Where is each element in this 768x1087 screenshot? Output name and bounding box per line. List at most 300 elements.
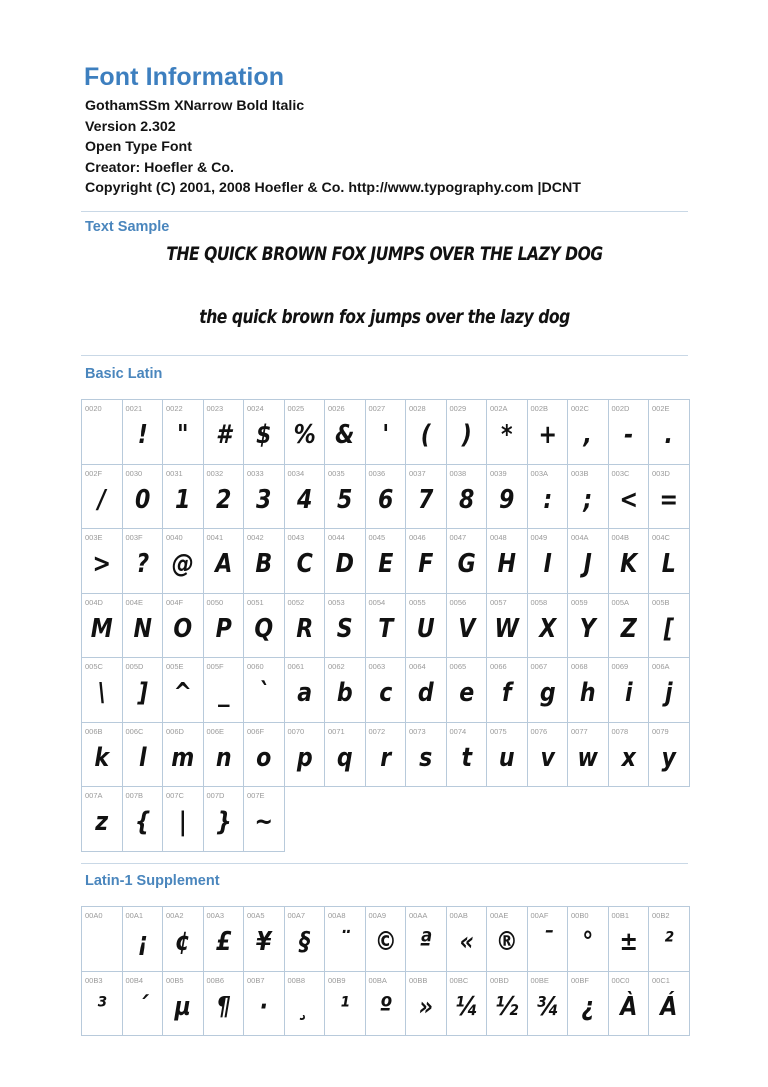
glyph-code: 00B0	[571, 911, 589, 920]
glyph-char: m	[171, 742, 195, 773]
font-type: Open Type Font	[85, 139, 192, 155]
glyph-code: 00BE	[530, 975, 549, 985]
glyph-cell	[487, 529, 528, 594]
glyph-cell	[528, 723, 569, 788]
glyph-char: [	[663, 613, 674, 644]
font-name: GothamSSm XNarrow Bold Italic	[85, 98, 305, 114]
glyph-cell	[406, 400, 447, 465]
glyph-cell	[163, 907, 204, 972]
glyph-cell	[609, 594, 650, 659]
glyph-cell	[244, 907, 285, 972]
font-version: Version 2.302	[85, 118, 176, 135]
glyph-cell	[204, 723, 245, 788]
glyph-char: S	[336, 613, 353, 644]
glyph-code: 005B	[652, 597, 670, 607]
glyph-cell	[406, 529, 447, 594]
glyph-char: s	[419, 742, 433, 773]
glyph-code: 0064	[409, 662, 426, 671]
glyph-char: ¹	[339, 991, 350, 1022]
glyph-code: 0026	[328, 404, 345, 413]
glyph-char: <	[618, 484, 638, 515]
glyph-cell	[609, 400, 650, 465]
glyph-code: 0067	[530, 662, 548, 671]
glyph-char: »	[418, 991, 433, 1022]
glyph-char: +	[537, 420, 557, 450]
glyph-char: §	[298, 927, 310, 957]
glyph-cell	[163, 658, 204, 723]
glyph-grid-basic-latin	[81, 399, 690, 852]
glyph-code: 00BC	[449, 975, 469, 985]
glyph-code: 0022	[166, 404, 183, 413]
glyph-grid-latin1-supplement	[81, 906, 690, 1036]
glyph-char: ,	[583, 420, 592, 450]
glyph-char: ª	[419, 927, 432, 957]
glyph-cell	[568, 723, 609, 788]
divider	[81, 863, 688, 864]
glyph-char: a	[296, 678, 312, 708]
glyph-cell	[82, 400, 123, 465]
glyph-cell	[285, 723, 326, 788]
glyph-cell	[447, 529, 488, 594]
glyph-code: 0027	[368, 404, 386, 413]
glyph-code: 0040	[166, 533, 183, 542]
glyph-code: 0031	[166, 468, 183, 478]
glyph-cell	[609, 658, 650, 723]
glyph-cell	[366, 972, 407, 1037]
glyph-cell	[204, 972, 245, 1037]
glyph-cell	[285, 465, 326, 530]
glyph-char: O	[173, 613, 193, 644]
glyph-cell	[204, 465, 245, 530]
glyph-cell	[447, 658, 488, 723]
glyph-cell	[163, 529, 204, 594]
glyph-cell	[325, 658, 366, 723]
glyph-cell	[528, 658, 569, 723]
glyph-code: 0051	[247, 597, 264, 607]
glyph-code: 002E	[652, 404, 670, 413]
glyph-char: £	[215, 927, 231, 957]
glyph-code: 0066	[490, 662, 507, 671]
glyph-code: 00B6	[206, 975, 225, 985]
glyph-cell	[204, 529, 245, 594]
glyph-code: 0043	[287, 533, 305, 542]
glyph-code: 00BA	[368, 975, 387, 985]
glyph-char: c	[378, 678, 392, 708]
glyph-cell	[244, 465, 285, 530]
glyph-cell	[649, 594, 690, 659]
glyph-char: M	[90, 613, 113, 644]
page-title: Font Information	[84, 63, 285, 91]
glyph-cell	[285, 907, 326, 972]
glyph-cell	[123, 658, 164, 723]
glyph-char: T	[377, 613, 393, 644]
glyph-cell	[447, 907, 488, 972]
glyph-code: 0063	[368, 662, 386, 671]
glyph-code: 005A	[611, 597, 630, 607]
glyph-char: "	[176, 420, 189, 450]
glyph-code: 0045	[368, 533, 386, 542]
glyph-cell	[366, 658, 407, 723]
glyph-code: 0065	[449, 662, 467, 671]
glyph-char: ¶	[216, 991, 231, 1022]
glyph-char: _	[217, 678, 229, 708]
glyph-char: #	[215, 420, 231, 450]
glyph-char: ]	[137, 678, 148, 708]
glyph-char: 0	[134, 484, 150, 515]
glyph-char: H	[497, 549, 516, 579]
glyph-char: q	[336, 742, 353, 773]
glyph-code: 0034	[287, 468, 305, 478]
glyph-char: '	[381, 420, 389, 450]
glyph-char: @	[171, 549, 194, 579]
glyph-code: 0078	[611, 726, 629, 736]
glyph-cell	[123, 972, 164, 1037]
glyph-code: 00A9	[368, 911, 387, 920]
glyph-cell	[649, 529, 690, 594]
glyph-cell	[528, 400, 569, 465]
glyph-cell	[406, 723, 447, 788]
glyph-code: 0036	[368, 468, 386, 478]
glyph-cell	[447, 972, 488, 1037]
glyph-char: ¥	[256, 927, 272, 957]
glyph-code: 0039	[490, 468, 507, 478]
glyph-cell	[325, 972, 366, 1037]
glyph-code: 0075	[490, 726, 507, 736]
glyph-cell	[82, 594, 123, 659]
glyph-char: |	[178, 807, 187, 837]
glyph-code: 006A	[652, 662, 670, 671]
glyph-char: t	[460, 742, 472, 773]
glyph-cell	[204, 400, 245, 465]
glyph-char: {	[134, 807, 151, 837]
glyph-code: 007B	[125, 791, 144, 800]
glyph-char: *	[500, 420, 513, 450]
glyph-cell	[82, 972, 123, 1037]
glyph-char: u	[498, 742, 515, 773]
glyph-code: 0052	[287, 597, 305, 607]
glyph-code: 0062	[328, 662, 345, 671]
glyph-char: F	[418, 549, 434, 579]
glyph-code: 004D	[85, 597, 103, 607]
glyph-cell	[366, 907, 407, 972]
glyph-char: 7	[418, 484, 434, 515]
glyph-char: :	[542, 484, 552, 515]
glyph-char: 9	[499, 484, 515, 515]
glyph-cell	[163, 465, 204, 530]
glyph-char: z	[95, 807, 109, 837]
glyph-char: ¯	[541, 927, 553, 957]
glyph-char: D	[335, 549, 354, 579]
glyph-char: &	[335, 420, 355, 450]
glyph-char: .	[664, 420, 673, 450]
glyph-char: w	[577, 742, 598, 773]
glyph-cell	[285, 400, 326, 465]
glyph-code: 0038	[449, 468, 467, 478]
glyph-code: 0030	[125, 468, 143, 478]
glyph-char: =	[659, 484, 679, 515]
glyph-char: º	[379, 991, 392, 1022]
glyph-code: 0054	[368, 597, 386, 607]
glyph-code: 0025	[287, 404, 305, 413]
glyph-cell	[163, 723, 204, 788]
glyph-code: 003C	[611, 468, 630, 478]
glyph-code: 0056	[449, 597, 467, 607]
glyph-cell	[244, 400, 285, 465]
glyph-code: 0044	[328, 533, 345, 542]
glyph-code: 005C	[85, 662, 103, 671]
glyph-cell	[406, 658, 447, 723]
glyph-code: 0079	[652, 726, 669, 736]
glyph-code: 003E	[85, 533, 103, 542]
glyph-code: 0060	[247, 662, 264, 671]
glyph-cell	[244, 787, 285, 852]
glyph-code: 0042	[247, 533, 264, 542]
glyph-char: g	[539, 678, 556, 708]
glyph-cell	[163, 972, 204, 1037]
glyph-cell	[609, 465, 650, 530]
glyph-cell	[447, 400, 488, 465]
glyph-code: 007E	[247, 791, 265, 800]
glyph-code: 0024	[247, 404, 264, 413]
glyph-code: 0048	[490, 533, 507, 542]
glyph-char: ·	[259, 991, 268, 1022]
glyph-cell	[487, 594, 528, 659]
glyph-cell	[528, 972, 569, 1037]
glyph-char: ¨	[339, 927, 351, 957]
divider	[81, 211, 688, 212]
glyph-char: -	[623, 420, 633, 450]
glyph-char: E	[377, 549, 393, 579]
glyph-code: 006D	[166, 726, 184, 736]
glyph-char: ¼	[454, 991, 478, 1022]
glyph-cell	[528, 465, 569, 530]
glyph-code: 005D	[125, 662, 144, 671]
glyph-char: ^	[173, 678, 193, 708]
glyph-code: 0058	[530, 597, 548, 607]
glyph-code: 0070	[287, 726, 305, 736]
glyph-cell	[285, 594, 326, 659]
glyph-char: Z	[620, 613, 637, 644]
glyph-code: 006E	[206, 726, 225, 736]
glyph-char: I	[543, 549, 552, 579]
glyph-code: 0071	[328, 726, 345, 736]
glyph-cell	[123, 529, 164, 594]
glyph-char: b	[336, 678, 353, 708]
glyph-cell	[568, 907, 609, 972]
glyph-char: ½	[495, 991, 519, 1022]
glyph-cell	[244, 594, 285, 659]
glyph-cell	[163, 400, 204, 465]
glyph-char: U	[416, 613, 435, 644]
glyph-code: 002A	[490, 404, 508, 413]
glyph-char: e	[458, 678, 474, 708]
glyph-code: 00A2	[166, 911, 184, 920]
glyph-code: 004E	[125, 597, 144, 607]
glyph-cell	[123, 594, 164, 659]
glyph-code: 004F	[166, 597, 184, 607]
glyph-code: 007D	[206, 791, 225, 800]
divider	[81, 355, 688, 356]
glyph-code: 0077	[571, 726, 588, 736]
glyph-cell	[528, 907, 569, 972]
glyph-char: W	[494, 613, 519, 644]
glyph-cell	[285, 658, 326, 723]
glyph-char: K	[619, 549, 637, 579]
glyph-char: 6	[377, 484, 393, 515]
glyph-char: 5	[337, 484, 353, 515]
glyph-char: 3	[256, 484, 272, 515]
glyph-code: 00C1	[652, 975, 670, 985]
glyph-code: 0035	[328, 468, 345, 478]
glyph-cell	[82, 787, 123, 852]
glyph-cell	[82, 658, 123, 723]
glyph-code: 00B1	[611, 911, 630, 920]
font-info-block	[85, 96, 581, 199]
glyph-char: X	[538, 613, 556, 644]
glyph-cell	[325, 465, 366, 530]
glyph-cell	[366, 723, 407, 788]
glyph-cell	[568, 972, 609, 1037]
glyph-char: 4	[296, 484, 312, 515]
glyph-char: k	[94, 742, 110, 773]
glyph-code: 00AA	[409, 911, 428, 920]
glyph-char: \	[97, 678, 106, 708]
glyph-char: C	[296, 549, 313, 579]
glyph-code: 0059	[571, 597, 588, 607]
glyph-code: 00AF	[530, 911, 549, 920]
glyph-char: j	[664, 678, 673, 708]
glyph-cell	[325, 723, 366, 788]
glyph-code: 003B	[571, 468, 589, 478]
glyph-code: 00A1	[125, 911, 144, 920]
glyph-code: 0055	[409, 597, 426, 607]
font-copyright: Copyright (C) 2001, 2008 Hoefler & Co. http://www.typography.com |DCNT	[85, 180, 581, 196]
glyph-char: 8	[458, 484, 474, 515]
glyph-code: 00B9	[328, 975, 346, 985]
glyph-cell	[285, 529, 326, 594]
glyph-char: À	[619, 991, 637, 1022]
glyph-char: $	[256, 420, 272, 450]
glyph-char: P	[215, 613, 232, 644]
glyph-char: L	[661, 549, 676, 579]
glyph-code: 0021	[125, 404, 143, 413]
glyph-code: 002C	[571, 404, 589, 413]
glyph-cell	[366, 529, 407, 594]
glyph-cell	[82, 907, 123, 972]
glyph-char: n	[215, 742, 232, 773]
glyph-cell	[325, 400, 366, 465]
glyph-code: 00B3	[85, 975, 103, 985]
glyph-code: 00BF	[571, 975, 589, 985]
glyph-char: ©	[374, 927, 397, 957]
section-heading-text-sample: Text Sample	[85, 219, 170, 235]
glyph-code: 0047	[449, 533, 467, 542]
glyph-char: V	[457, 613, 475, 644]
glyph-cell	[406, 972, 447, 1037]
glyph-char: /	[97, 484, 106, 515]
glyph-cell	[325, 529, 366, 594]
glyph-code: 0028	[409, 404, 426, 413]
glyph-cell	[487, 658, 528, 723]
glyph-cell	[82, 465, 123, 530]
glyph-code: 0032	[206, 468, 224, 478]
glyph-code: 00B2	[652, 911, 670, 920]
section-heading-latin1: Latin-1 Supplement	[85, 873, 220, 889]
glyph-char: (	[420, 420, 431, 450]
glyph-cell	[204, 787, 245, 852]
glyph-cell	[406, 594, 447, 659]
glyph-char: ®	[495, 927, 518, 957]
glyph-char: Á	[660, 991, 678, 1022]
glyph-char: ~	[254, 807, 274, 837]
glyph-char: Q	[254, 613, 274, 644]
glyph-cell	[649, 465, 690, 530]
glyph-char: J	[583, 549, 592, 579]
glyph-char: R	[295, 613, 313, 644]
glyph-code: 002B	[530, 404, 549, 413]
glyph-cell	[325, 907, 366, 972]
glyph-code: 0049	[530, 533, 548, 542]
glyph-cell	[487, 400, 528, 465]
glyph-code: 0061	[287, 662, 305, 671]
glyph-cell	[366, 594, 407, 659]
glyph-char: 2	[215, 484, 231, 515]
glyph-char: ¡	[137, 927, 148, 957]
glyph-cell	[649, 723, 690, 788]
glyph-cell	[528, 594, 569, 659]
glyph-code: 0029	[449, 404, 467, 413]
glyph-cell	[406, 907, 447, 972]
glyph-code: 00BD	[490, 975, 509, 985]
glyph-code: 00A0	[85, 911, 103, 920]
glyph-cell	[204, 658, 245, 723]
glyph-cell	[609, 723, 650, 788]
glyph-code: 0072	[368, 726, 386, 736]
glyph-cell	[123, 907, 164, 972]
glyph-cell	[204, 594, 245, 659]
glyph-char: ¾	[535, 991, 559, 1022]
glyph-char: l	[138, 742, 147, 773]
glyph-code: 003F	[125, 533, 143, 542]
glyph-code: 003D	[652, 468, 670, 478]
glyph-code: 00B7	[247, 975, 265, 985]
glyph-code: 0041	[206, 533, 224, 542]
glyph-char: «	[459, 927, 474, 957]
glyph-char: µ	[174, 991, 191, 1022]
glyph-char: `	[258, 678, 270, 708]
glyph-char: f	[501, 678, 512, 708]
glyph-cell	[123, 787, 164, 852]
glyph-char: ¢	[175, 927, 191, 957]
glyph-cell	[406, 465, 447, 530]
glyph-char: °	[582, 927, 594, 957]
glyph-code: 00A7	[287, 911, 306, 920]
glyph-cell	[487, 907, 528, 972]
glyph-cell	[568, 658, 609, 723]
glyph-code: 0068	[571, 662, 588, 671]
glyph-code: 0074	[449, 726, 467, 736]
glyph-char: ;	[583, 484, 593, 515]
glyph-cell	[609, 907, 650, 972]
glyph-char: o	[256, 742, 272, 773]
glyph-cell	[447, 465, 488, 530]
glyph-cell	[244, 723, 285, 788]
glyph-code: 002D	[611, 404, 630, 413]
glyph-cell	[649, 658, 690, 723]
glyph-code: 00A5	[247, 911, 265, 920]
glyph-char: }	[215, 807, 232, 837]
glyph-cell	[568, 529, 609, 594]
